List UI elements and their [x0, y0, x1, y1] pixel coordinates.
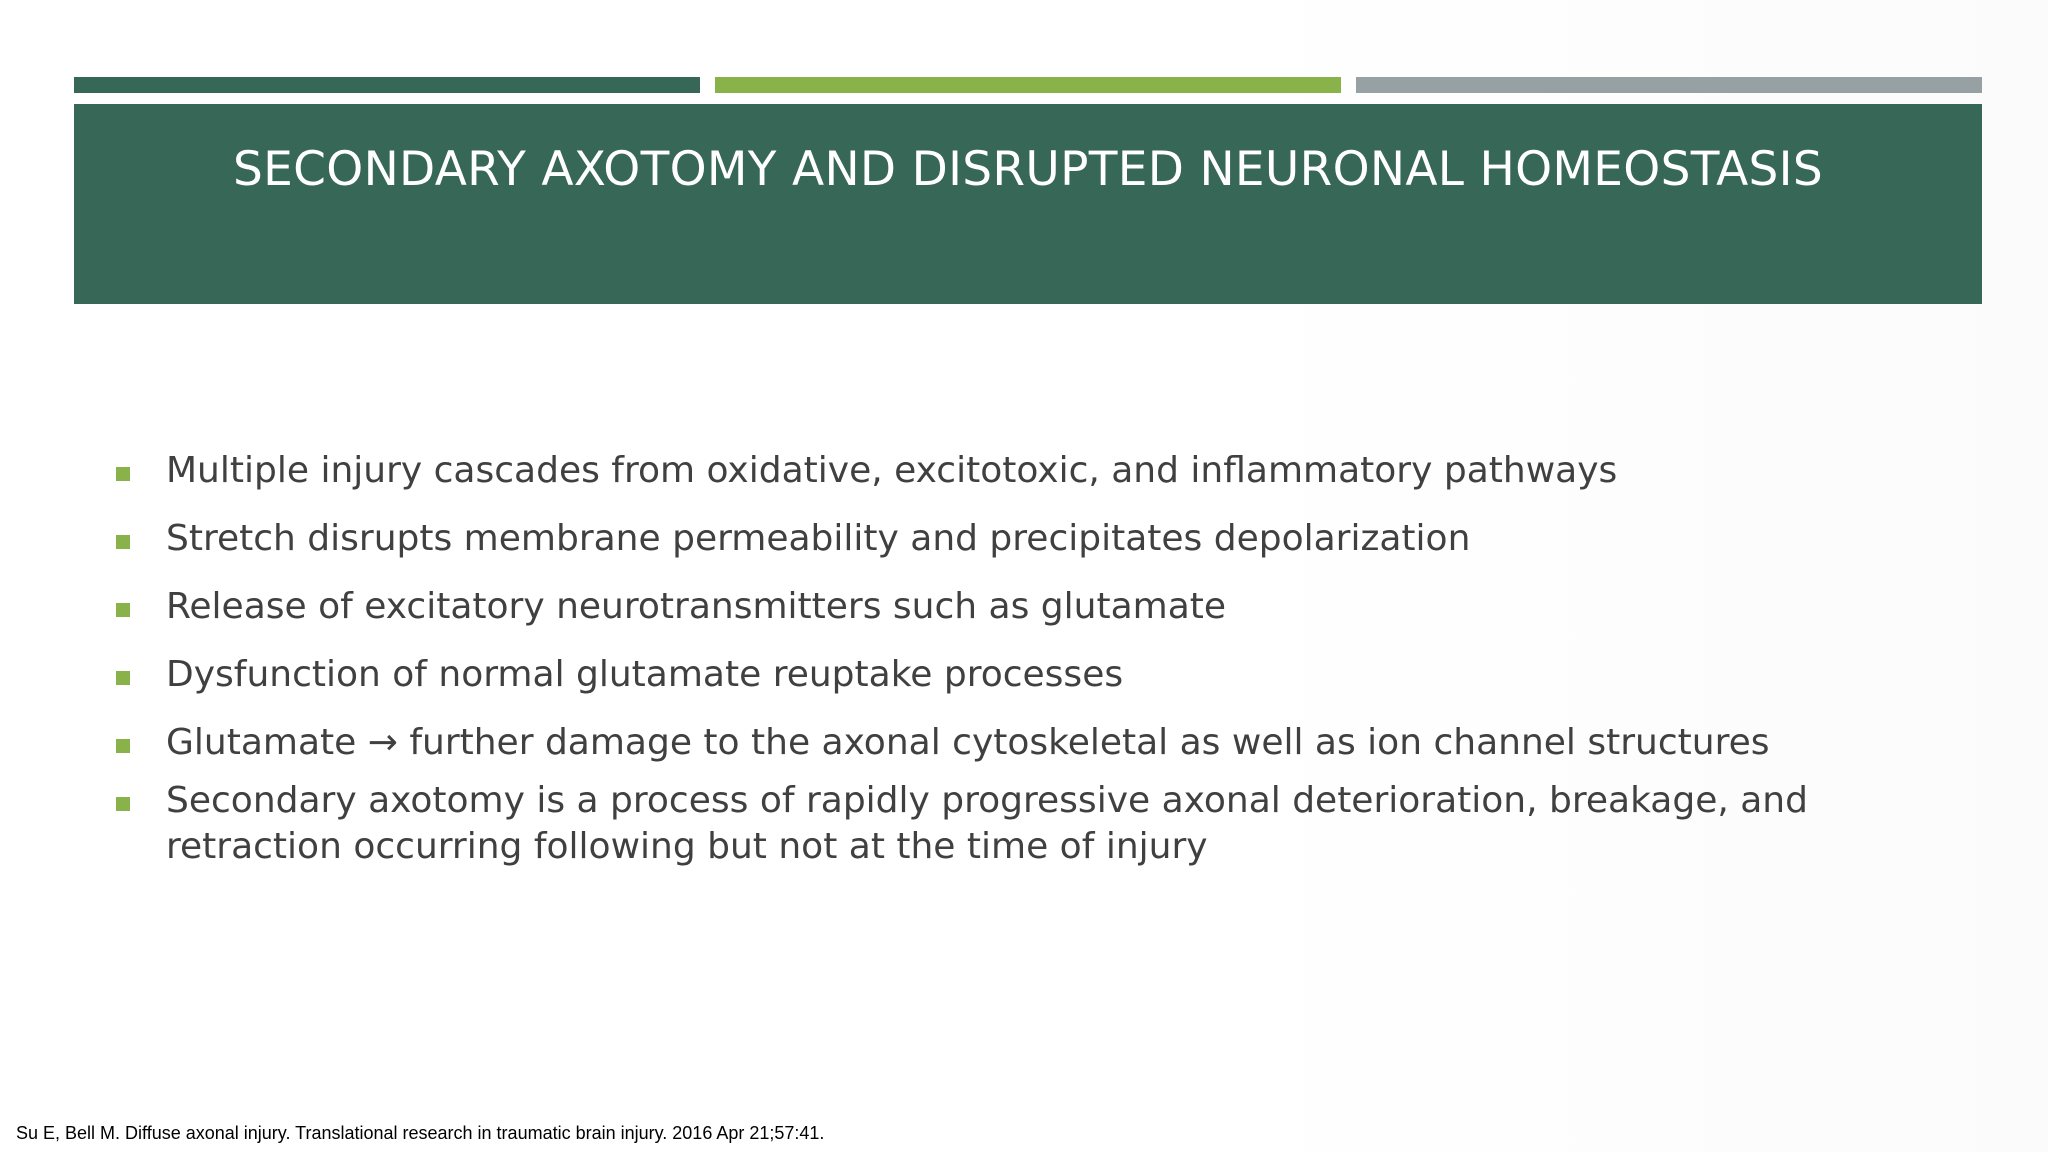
accent-bar-light-green: [715, 77, 1341, 93]
square-bullet-icon: [116, 535, 130, 549]
accent-bar-dark-green: [74, 77, 700, 93]
square-bullet-icon: [116, 671, 130, 685]
bullet-item: [116, 778, 1946, 870]
bullet-item: [116, 516, 1946, 562]
bullet-item: [116, 448, 1946, 494]
bullet-text: Secondary axotomy is a process of rapidly progressive axonal deterioration, breakage, and retraction occurring following but not at the time of injury: [166, 780, 1808, 867]
slide-title: SECONDARY AXOTOMY AND DISRUPTED NEURONAL HOMEOSTASIS: [233, 142, 1823, 197]
bullet-text: Release of excitatory neurotransmitters such as glutamate: [166, 586, 1227, 627]
bullet-item: [116, 720, 1946, 766]
accent-bar-gray: [1356, 77, 1982, 93]
bullet-list: [116, 448, 1946, 892]
bullet-item: [116, 652, 1946, 698]
title-band: [74, 104, 1982, 304]
square-bullet-icon: [116, 739, 130, 753]
citation: Su E, Bell M. Diffuse axonal injury. Translational research in traumatic brain injury. 2016 Apr 21;57:41.: [16, 1123, 825, 1143]
bullet-text: Multiple injury cascades from oxidative, excitotoxic, and inflammatory pathways: [166, 450, 1618, 491]
square-bullet-icon: [116, 603, 130, 617]
bullet-text: Glutamate → further damage to the axonal cytoskeletal as well as ion channel structures: [166, 722, 1770, 763]
bullet-text: Dysfunction of normal glutamate reuptake processes: [166, 654, 1124, 695]
bullet-text: Stretch disrupts membrane permeability and precipitates depolarization: [166, 518, 1471, 559]
square-bullet-icon: [116, 467, 130, 481]
bullet-item: [116, 584, 1946, 630]
square-bullet-icon: [116, 797, 130, 811]
